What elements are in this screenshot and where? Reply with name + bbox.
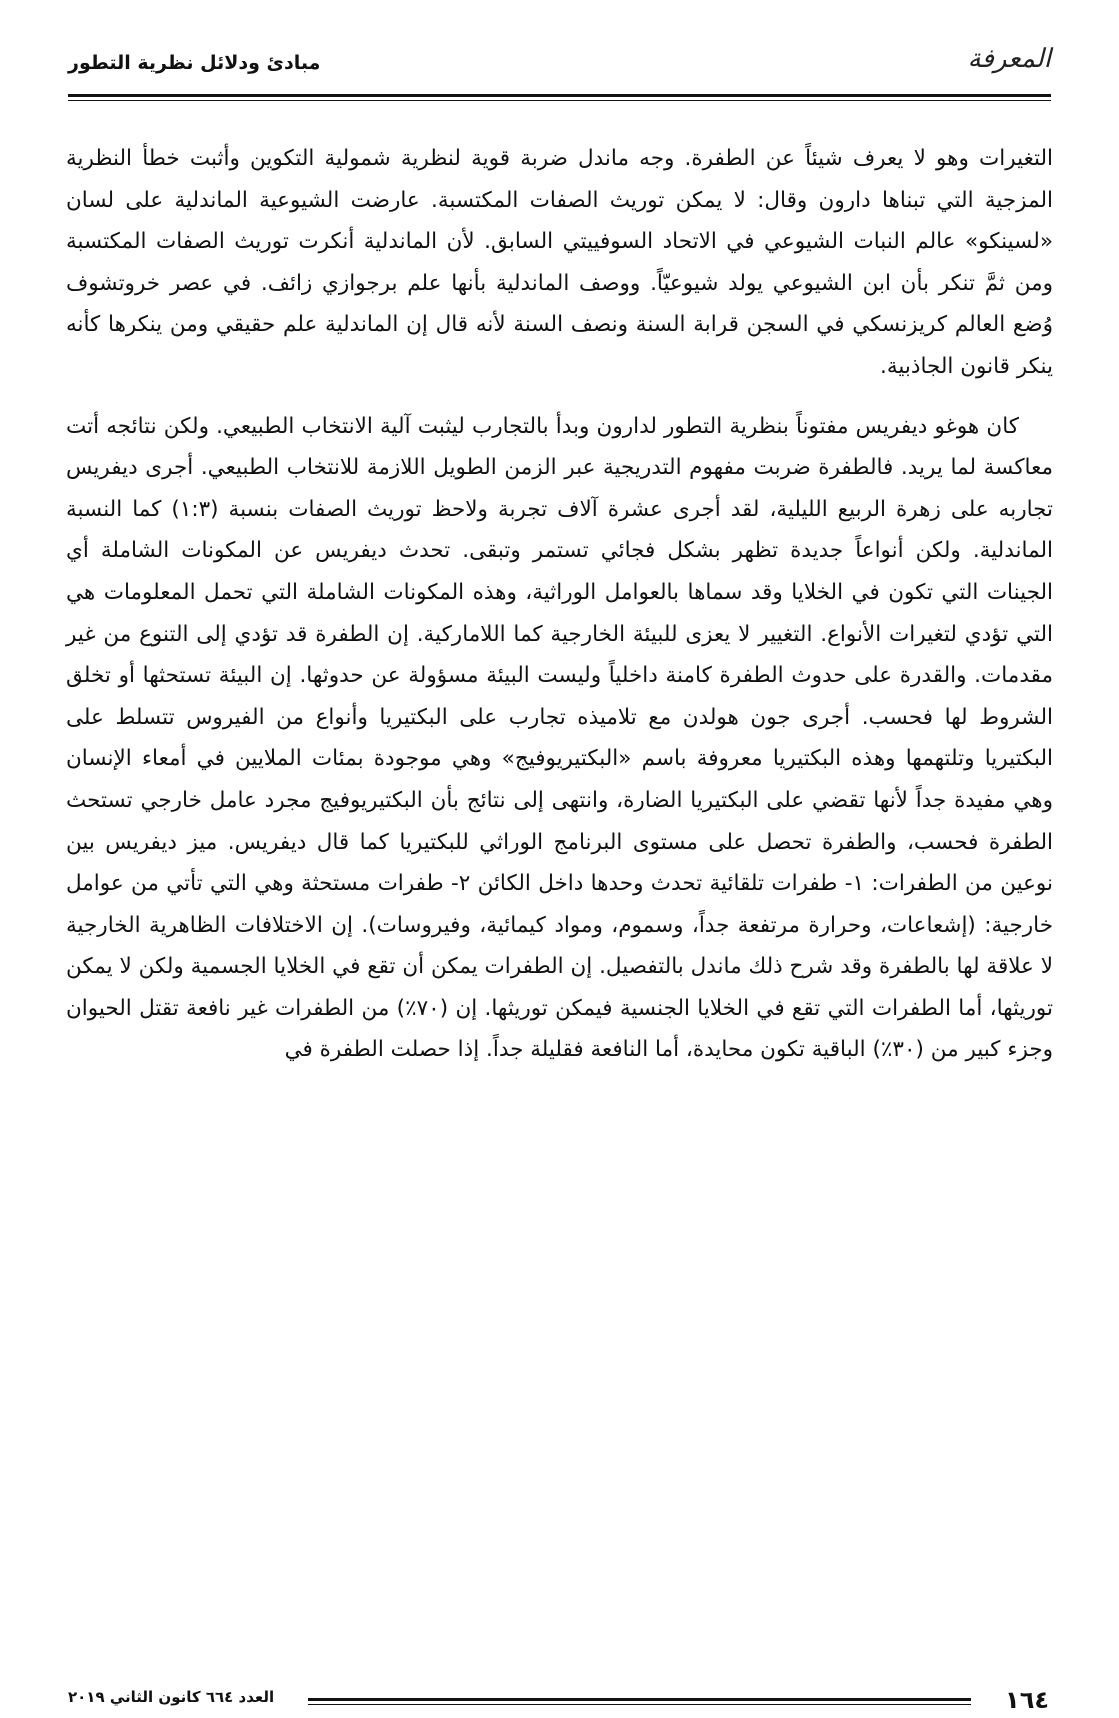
issue-info: العدد ٦٦٤ كانون الثاني ٢٠١٩ bbox=[68, 1688, 275, 1706]
article-body bbox=[66, 138, 1053, 1071]
magazine-logo: المعرفة bbox=[967, 44, 1051, 74]
paragraph-2: كان هوغو ديفريس مفتوناً بنظرية التطور لدارون وبدأ بالتجارب ليثبت آلية الانتخاب الطبيعي. ولكن نتائجه أتت معاكسة لما يريد. فالطفرة ضربت مفهوم التدريجية عبر الزمن الطويل اللازمة للانتخاب الطبيعي. أجرى ديفريس تجاربه على زهرة الربيع الليلية، لقد أجرى عشرة آلاف تجربة ولاحظ توريث الصفات بنسبة (١:٣) كما النسبة الماندلية. ولكن أنواعاً جديدة تظهر بشكل فجائي تستمر وتبقى. تحدث ديفريس عن المكونات الشاملة أي الجينات التي تكون في الخلايا وقد سماها بالعوامل الوراثية، وهذه المكونات الشاملة التي تحمل المعلومات هي التي تؤدي لتغيرات الأنواع. التغيير لا يعزى للبيئة الخارجية كما اللاماركية. إن الطفرة قد تؤدي إلى التنوع من غير مقدمات. والقدرة على حدوث الطفرة كامنة داخلياً وليست البيئة مسؤولة عن حدوثها. إن البيئة تستحثها أو تخلق الشروط لها فحسب. أجرى جون هولدن مع تلاميذه تجارب على البكتيريا وأنواع من الفيروس تتسلط على البكتيريا وتلتهمها وهذه البكتيريا معروفة باسم «البكتيريوفيج» وهي موجودة بمئات الملايين في أمعاء الإنسان وهي مفيدة جداً لأنها تقضي على البكتيريا الضارة، وانتهى إلى نتائج بأن البكتيريوفيج مجرد عامل خارجي تستحث الطفرة فحسب، والطفرة تحصل على مستوى البرنامج الوراثي للبكتيريا كما قال ديفريس. ميز ديفريس بين نوعين من الطفرات: ١- طفرات تلقائية تحدث وحدها داخل الكائن ٢- طفرات مستحثة وهي التي تأتي من عوامل خارجية: (إشعاعات، وحرارة مرتفعة جداً، وسموم، ومواد كيمائية، وفيروسات). إن الاختلافات الظاهرية الخارجية لا علاقة لها بالطفرة وقد شرح ذلك ماندل بالتفصيل. إن الطفرات يمكن أن تقع في الخلايا الجسمية ولكن لا يمكن توريثها، أما الطفرات التي تقع في الخلايا الجنسية فيمكن توريثها. إن (٧٠٪) من الطفرات غير نافعة تقتل الحيوان وجزء كبير من (٣٠٪) الباقية تكون محايدة، أما النافعة فقليلة جداً. إذا حصلت الطفرة في bbox=[66, 413, 1053, 1063]
footer-rule-thick bbox=[308, 1698, 971, 1701]
footer-rule-thin bbox=[308, 1704, 971, 1705]
running-title: مبادئ ودلائل نظرية التطور bbox=[68, 52, 321, 74]
page-header bbox=[68, 40, 1051, 94]
paragraph-1: التغيرات وهو لا يعرف شيئاً عن الطفرة. وجه ماندل ضربة قوية لنظرية شمولية التكوين وأثبت خطأ النظرية المزجية التي تبناها دارون وقال: لا يمكن توريث الصفات المكتسبة. عارضت الشيوعية الماندلية على لسان «لسينكو» عالم النبات الشيوعي في الاتحاد السوفييتي السابق. لأن الماندلية أنكرت توريث الصفات المكتسبة ومن ثمَّ تنكر بأن ابن الشيوعي يولد شيوعيّاً. ووصف الماندلية بأنها علم برجوازي زائف. في عصر خروتشوف وُضع العالم كريزنسكي في السجن قرابة السنة ونصف السنة لأنه قال إن الماندلية علم حقيقي ومن ينكرها كأنه ينكر قانون الجاذبية. bbox=[66, 146, 1053, 379]
page-footer bbox=[68, 1686, 1051, 1716]
page-number: ١٦٤ bbox=[1005, 1686, 1049, 1714]
header-rule-thick bbox=[68, 94, 1051, 97]
header-rule-thin bbox=[68, 100, 1051, 101]
